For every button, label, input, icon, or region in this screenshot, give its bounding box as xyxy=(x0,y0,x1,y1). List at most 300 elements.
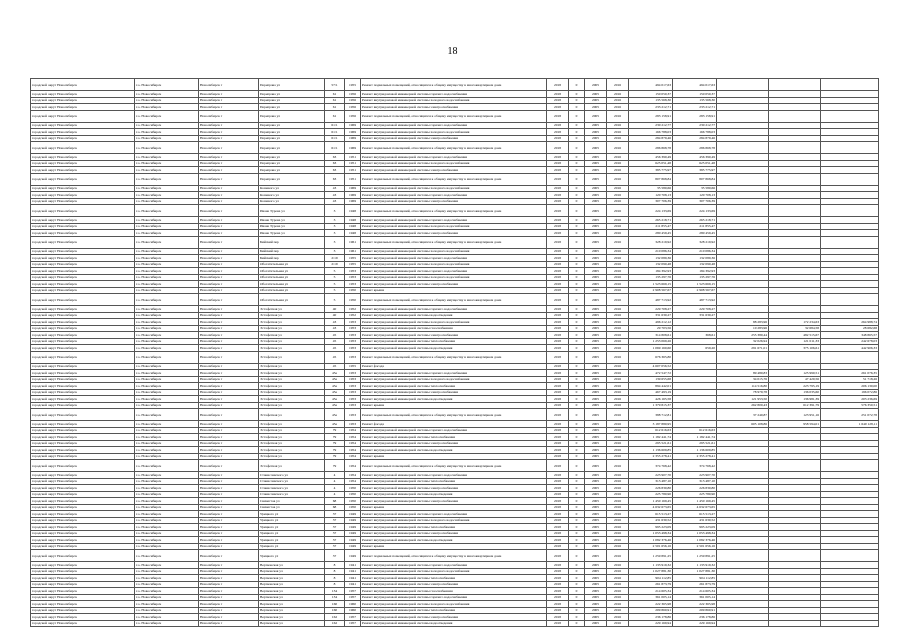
table-cell: 1 136 609,85 xyxy=(673,447,717,454)
table-cell: 134 xyxy=(325,594,345,601)
table-cell: городской округ Новосибирск xyxy=(31,376,135,383)
table-cell: 2005 xyxy=(585,173,607,185)
table-cell: 2005 xyxy=(585,517,607,524)
table-cell: Новосибирск г xyxy=(199,281,259,288)
table-cell: 2018 xyxy=(547,491,569,498)
table-cell: 295 521,61 xyxy=(673,440,717,447)
table-cell: Эстафетная ул xyxy=(259,351,325,363)
table-cell: 2016 xyxy=(607,440,629,447)
table-cell: 2016 xyxy=(607,319,629,326)
table-cell: 2018 xyxy=(547,421,569,428)
table-cell: 2005 xyxy=(585,562,607,569)
table-cell: городской округ Новосибирск xyxy=(31,568,135,575)
table-cell: Новосибирск г xyxy=(199,517,259,524)
table-cell: 2018 xyxy=(547,345,569,352)
table-cell: Новосибирск г xyxy=(199,568,259,575)
table-cell: 388 712,81 xyxy=(629,409,673,421)
table-cell: Ремонт внутридомовой инженерной системы электроснабжения xyxy=(361,104,547,111)
table-cell: Новосибирск г xyxy=(199,389,259,396)
table-cell: г.о. Новосибирск xyxy=(135,550,199,562)
table-cell: 0 xyxy=(569,142,585,154)
table-cell: г.о. Новосибирск xyxy=(135,376,199,383)
table-cell: 2016 xyxy=(607,562,629,569)
table-cell: 0 xyxy=(569,104,585,111)
table-cell: 2018 xyxy=(547,427,569,434)
table-cell: 2016 xyxy=(607,135,629,142)
table-cell: 3 xyxy=(325,230,345,237)
table-row xyxy=(31,351,879,363)
table-cell: 2 501 656,16 xyxy=(673,543,717,550)
table-cell: 2016 xyxy=(607,332,629,339)
table-cell: 1952 xyxy=(345,312,361,319)
table-cell: Эстафетная ул xyxy=(259,453,325,460)
table-cell: 135 568,30 xyxy=(673,97,717,104)
table-cell: 261 076,35 xyxy=(821,370,879,377)
table-cell: 2016 xyxy=(607,614,629,621)
table-cell: городской округ Новосибирск xyxy=(31,255,135,262)
table-cell: 209 860,91 xyxy=(673,607,717,614)
table-cell: 995 223,09 xyxy=(673,524,717,531)
table-cell: 0 xyxy=(569,530,585,537)
table-cell: Новосибирск г xyxy=(199,230,259,237)
table-cell: 2005 xyxy=(585,223,607,230)
table-cell: 2016 xyxy=(607,537,629,544)
table-cell: г.о. Новосибирск xyxy=(135,248,199,255)
table-cell: городской округ Новосибирск xyxy=(31,351,135,363)
table-cell: 2 501 656,16 xyxy=(629,543,673,550)
table-cell: Ремонт крыши xyxy=(361,543,547,550)
table-cell: 40 xyxy=(325,312,345,319)
table-cell: г.о. Новосибирск xyxy=(135,185,199,192)
table-cell: 214 605,34 xyxy=(629,588,673,595)
table-cell: Новосибирск г xyxy=(199,135,259,142)
table-cell: 1956 xyxy=(345,97,361,104)
table-cell: 160 xyxy=(325,601,345,608)
table-cell: 0 xyxy=(569,135,585,142)
table-cell: 2016 xyxy=(607,376,629,383)
table-cell xyxy=(717,351,769,363)
table-cell: 2005 xyxy=(585,294,607,306)
table-cell: 2005 xyxy=(585,370,607,377)
table-cell: 2005 xyxy=(585,511,607,518)
table-cell: Вертковская ул xyxy=(259,588,325,595)
table-cell: 2018 xyxy=(547,440,569,447)
table-cell: г.о. Новосибирск xyxy=(135,543,199,550)
table-cell: Ремонт внутридомовой инженерной системы электроснабжения xyxy=(361,230,547,237)
table-cell: г.о. Новосибирск xyxy=(135,530,199,537)
table-cell: 45 xyxy=(325,363,345,370)
table-cell: городской округ Новосибирск xyxy=(31,167,135,174)
table-cell: 2018 xyxy=(547,478,569,485)
table-cell: Эстафетная ул xyxy=(259,447,325,454)
table-cell: городской округ Новосибирск xyxy=(31,110,135,122)
table-cell: г.о. Новосибирск xyxy=(135,620,199,627)
table-cell: 262 800,43 xyxy=(717,402,769,409)
table-cell: г.о. Новосибирск xyxy=(135,287,199,294)
table-cell: 0 xyxy=(569,421,585,428)
table-cell: 0 xyxy=(569,198,585,205)
table-cell: Ремонт внутридомовой инженерной системы электроснабжения xyxy=(361,281,547,288)
table-cell: Ремонт внутридомовой инженерной системы теплоснабжения xyxy=(361,524,547,531)
table-cell: 1953 xyxy=(345,345,361,352)
table-cell: 1955 xyxy=(345,79,361,91)
table-cell: 1 053 498,34 xyxy=(673,530,717,537)
table-cell: 2005 xyxy=(585,396,607,403)
table-cell: 2005 xyxy=(585,198,607,205)
table-cell: Новосибирск г xyxy=(199,319,259,326)
table-cell: 1 640 128,11 xyxy=(821,421,879,428)
table-cell: Урицкого ул xyxy=(259,524,325,531)
table-cell: Новосибирск г xyxy=(199,142,259,154)
table-cell: 2016 xyxy=(607,306,629,313)
table-cell: Вертковская ул xyxy=(259,581,325,588)
table-cell: 2005 xyxy=(585,614,607,621)
table-cell: 2018 xyxy=(547,453,569,460)
table-cell: городской округ Новосибирск xyxy=(31,453,135,460)
table-cell: Переправа ул xyxy=(259,97,325,104)
table-row xyxy=(31,142,879,154)
table-cell: 0 xyxy=(569,154,585,161)
table-cell: 5 xyxy=(325,281,345,288)
table-cell: городской округ Новосибирск xyxy=(31,478,135,485)
table-cell: 229 708,27 xyxy=(629,306,673,313)
table-cell: 68 xyxy=(325,504,345,511)
table-cell: 313 487,10 xyxy=(629,478,673,485)
table-cell: Ремонт внутридомовой инженерной системы холодного водоснабжения xyxy=(361,248,547,255)
table-cell: 576 350,51 xyxy=(821,402,879,409)
table-cell: Новосибирск г xyxy=(199,223,259,230)
table-cell: 34 015,76 xyxy=(717,376,769,383)
table-cell: Ремонт внутридомовой инженерной системы горячего водоснабжения xyxy=(361,122,547,129)
table-cell: 2018 xyxy=(547,287,569,294)
table-cell: Новосибирск г xyxy=(199,173,259,185)
table-cell: 37 xyxy=(325,524,345,531)
table-cell: Ремонт внутридомовой инженерной системы теплоснабжения xyxy=(361,434,547,441)
table-cell: городской округ Новосибирск xyxy=(31,588,135,595)
table-cell: 61/1 xyxy=(325,135,345,142)
table-cell: Обогатительная ул xyxy=(259,274,325,281)
table-cell: Вертковская ул xyxy=(259,607,325,614)
table-cell: 1 053 498,34 xyxy=(629,530,673,537)
table-cell: Новосибирск г xyxy=(199,581,259,588)
table-cell xyxy=(769,110,821,122)
table-cell: 2016 xyxy=(607,287,629,294)
table-cell: Новосибирск г xyxy=(199,409,259,421)
table-cell: 2005 xyxy=(585,104,607,111)
table-cell: 2018 xyxy=(547,588,569,595)
table-cell: 1953 xyxy=(345,402,361,409)
table-cell: г.о. Новосибирск xyxy=(135,154,199,161)
table-cell: 2018 xyxy=(547,274,569,281)
table-cell: Вертковская ул xyxy=(259,562,325,569)
table-cell: Ремонт внутридомовой инженерной системы горячего водоснабжения xyxy=(361,562,547,569)
table-cell: 2016 xyxy=(607,312,629,319)
table-cell: 1969 xyxy=(345,135,361,142)
table-cell: 61 xyxy=(325,97,345,104)
program-table-wrap xyxy=(30,78,878,627)
table-cell: 2016 xyxy=(607,402,629,409)
table-cell: 2005 xyxy=(585,594,607,601)
table-cell: 120 708,13 xyxy=(629,192,673,199)
table-cell: Ремонт подвальных помещений, относящихся к общему имуществу в многоквартирном доме xyxy=(361,236,547,248)
table-cell: 63 xyxy=(325,173,345,185)
table-cell: 2005 xyxy=(585,363,607,370)
table-cell: Эстафетная ул xyxy=(259,345,325,352)
table-cell: 5 xyxy=(325,274,345,281)
table-cell: 1957 xyxy=(345,614,361,621)
table-cell: г.о. Новосибирск xyxy=(135,498,199,505)
table-cell: 2005 xyxy=(585,306,607,313)
table-cell: Связистов ул xyxy=(259,498,325,505)
table-cell: 2018 xyxy=(547,485,569,492)
table-cell: 348 865,57 xyxy=(821,332,879,339)
table-cell: 136 981,39 xyxy=(769,396,821,403)
table-cell: 45а xyxy=(325,383,345,390)
table-cell: Новосибирск г xyxy=(199,588,259,595)
table-cell: 5 xyxy=(325,268,345,275)
table-cell: городской округ Новосибирск xyxy=(31,319,135,326)
table-cell: 2005 xyxy=(585,154,607,161)
table-cell: 2005 xyxy=(585,79,607,91)
table-cell: 123 951,16 xyxy=(769,409,821,421)
table-cell: Ремонт подвальных помещений, относящихся к общему имуществу в многоквартирном доме xyxy=(361,294,547,306)
table-cell: 79 xyxy=(325,453,345,460)
table-cell: 51 718,26 xyxy=(821,376,879,383)
table-cell: г.о. Новосибирск xyxy=(135,524,199,531)
table-cell: 615 513,27 xyxy=(673,511,717,518)
table-cell: Эстафетная ул xyxy=(259,460,325,472)
table-cell: г.о. Новосибирск xyxy=(135,192,199,199)
table-cell: 1953 xyxy=(345,409,361,421)
table-cell: 2016 xyxy=(607,568,629,575)
table-cell: 494 017,63 xyxy=(629,79,673,91)
table-cell xyxy=(821,205,879,217)
table-cell: 612 391,79 xyxy=(769,402,821,409)
table-cell: 2016 xyxy=(607,389,629,396)
table-cell: Переправа ул xyxy=(259,154,325,161)
table-cell: Новосибирск г xyxy=(199,478,259,485)
table-cell: 2 908 567,67 xyxy=(673,287,717,294)
table-cell: 1 182 441,74 xyxy=(629,434,673,441)
table-cell: 37 xyxy=(325,537,345,544)
table-cell: Эстафетная ул xyxy=(259,421,325,428)
table-cell: 2018 xyxy=(547,614,569,621)
table-cell: городской округ Новосибирск xyxy=(31,434,135,441)
table-cell: 2016 xyxy=(607,173,629,185)
table-cell: 8 xyxy=(325,581,345,588)
table-cell: 4 632 673,65 xyxy=(629,504,673,511)
table-cell: 2018 xyxy=(547,568,569,575)
table-cell: г.о. Новосибирск xyxy=(135,575,199,582)
table-cell: 0 xyxy=(569,268,585,275)
table-cell: 2016 xyxy=(607,601,629,608)
table-cell: 0 xyxy=(569,223,585,230)
table-cell: городской округ Новосибирск xyxy=(31,460,135,472)
table-cell: г.о. Новосибирск xyxy=(135,79,199,91)
table-cell: 1950 xyxy=(345,498,361,505)
table-cell: 2005 xyxy=(585,421,607,428)
table-cell: г.о. Новосибирск xyxy=(135,91,199,98)
table-cell: 3 xyxy=(325,236,345,248)
table-cell: Ремонт внутридомовой инженерной системы горячего водоснабжения xyxy=(361,217,547,224)
table-cell: 0 xyxy=(569,491,585,498)
table-cell: 2018 xyxy=(547,142,569,154)
table-cell: 1 082 376,46 xyxy=(673,537,717,544)
table-cell: 2005 xyxy=(585,338,607,345)
table-cell: 0 xyxy=(569,185,585,192)
table-cell: 150 050,37 xyxy=(673,91,717,98)
table-cell xyxy=(821,142,879,154)
table-cell: городской округ Новосибирск xyxy=(31,294,135,306)
table-cell: 2005 xyxy=(585,427,607,434)
table-cell: 2016 xyxy=(607,160,629,167)
table-cell: 2018 xyxy=(547,524,569,531)
table-cell: 361 005,14 xyxy=(629,594,673,601)
table-cell: Ремонт внутридомовой инженерной системы горячего водоснабжения xyxy=(361,306,547,313)
table-cell: 0 xyxy=(569,453,585,460)
table-cell: Урицкого ул xyxy=(259,550,325,562)
table-cell: городской округ Новосибирск xyxy=(31,104,135,111)
table-cell: Ремонт подвальных помещений, относящихся к общему имуществу в многоквартирном доме xyxy=(361,351,547,363)
table-cell: 2018 xyxy=(547,223,569,230)
table-cell: 1949 xyxy=(345,511,361,518)
table-cell: 2018 xyxy=(547,91,569,98)
table-cell: 43 xyxy=(325,192,345,199)
table-cell: Урицкого ул xyxy=(259,530,325,537)
table-cell: 2016 xyxy=(607,154,629,161)
table-cell: Новосибирск г xyxy=(199,383,259,390)
table-cell: Переправа ул xyxy=(259,167,325,174)
table-cell: 222 365,98 xyxy=(629,601,673,608)
table-cell: 1956 xyxy=(345,91,361,98)
table-cell: 2016 xyxy=(607,550,629,562)
table-cell: Кошевого ул xyxy=(259,192,325,199)
table-cell: 1 253 069,26 xyxy=(629,338,673,345)
table-cell: Эстафетная ул xyxy=(259,396,325,403)
table-cell: Станиславского ул xyxy=(259,478,325,485)
table-cell: Новосибирск г xyxy=(199,504,259,511)
table-cell: 0 xyxy=(569,261,585,268)
table-cell: Переправа ул xyxy=(259,129,325,136)
table-cell: Ремонт внутридомовой инженерной системы холодного водоснабжения xyxy=(361,376,547,383)
table-cell: 3 xyxy=(325,223,345,230)
table-cell: Ремонт внутридомовой инженерной системы электроснабжения xyxy=(361,530,547,537)
table-cell: 0 xyxy=(569,524,585,531)
table-cell: 2018 xyxy=(547,517,569,524)
table-cell: Переправа ул xyxy=(259,135,325,142)
table-cell: 2018 xyxy=(547,607,569,614)
table-cell: 2018 xyxy=(547,173,569,185)
table-cell: Эстафетная ул xyxy=(259,389,325,396)
table-cell: 2018 xyxy=(547,154,569,161)
table-cell: 121 011,33 xyxy=(769,338,821,345)
table-cell: 2016 xyxy=(607,97,629,104)
table-cell xyxy=(821,110,879,122)
table-cell: Ремонт подвальных помещений, относящихся к общему имуществу в многоквартирном доме xyxy=(361,79,547,91)
table-cell: 2005 xyxy=(585,383,607,390)
table-cell: 331 630,27 xyxy=(673,312,717,319)
table-cell: 0 xyxy=(569,409,585,421)
table-cell: 2005 xyxy=(585,402,607,409)
table-cell: 1955 xyxy=(345,255,361,262)
table-cell xyxy=(769,294,821,306)
table-cell: городской округ Новосибирск xyxy=(31,332,135,339)
table-cell: 0 xyxy=(569,281,585,288)
table-cell: 2005 xyxy=(585,498,607,505)
table-cell: 612 616,63 xyxy=(629,427,673,434)
table-cell: 2018 xyxy=(547,543,569,550)
table-cell: 0 xyxy=(569,498,585,505)
table-cell: 121 953,50 xyxy=(717,396,769,403)
table-cell: Новосибирск г xyxy=(199,447,259,454)
table-cell: 1954 xyxy=(345,427,361,434)
table-cell: городской округ Новосибирск xyxy=(31,325,135,332)
table-cell: 625 051,48 xyxy=(673,160,717,167)
table-cell: 1969 xyxy=(345,185,361,192)
table-cell: 2018 xyxy=(547,160,569,167)
table-cell: 2016 xyxy=(607,594,629,601)
table-cell: 233 212,71 xyxy=(673,104,717,111)
table-row xyxy=(31,236,879,248)
table-cell: Эстафетная ул xyxy=(259,370,325,377)
table-cell: 286 868,78 xyxy=(629,142,673,154)
table-cell: 61 xyxy=(325,91,345,98)
table-cell: 2016 xyxy=(607,530,629,537)
table-cell: г.о. Новосибирск xyxy=(135,236,199,248)
table-cell: 230 212,77 xyxy=(629,122,673,129)
table-cell: г.о. Новосибирск xyxy=(135,217,199,224)
table-cell: г.о. Новосибирск xyxy=(135,440,199,447)
table-cell: г.о. Новосибирск xyxy=(135,104,199,111)
table-cell: Новосибирск г xyxy=(199,396,259,403)
table-cell: 2018 xyxy=(547,370,569,377)
table-cell: 2005 xyxy=(585,588,607,595)
table-cell: 2016 xyxy=(607,575,629,582)
table-cell xyxy=(821,460,879,472)
table-cell: 0 xyxy=(569,568,585,575)
table-cell: 0 xyxy=(569,614,585,621)
table-cell: 2005 xyxy=(585,453,607,460)
table-cell: 1969 xyxy=(345,198,361,205)
table-cell: г.о. Новосибирск xyxy=(135,588,199,595)
table-cell: 61 xyxy=(325,104,345,111)
table-cell: 2016 xyxy=(607,511,629,518)
table-cell: г.о. Новосибирск xyxy=(135,614,199,621)
table-cell: 2016 xyxy=(607,472,629,479)
table-cell: г.о. Новосибирск xyxy=(135,97,199,104)
table-cell: 2016 xyxy=(607,370,629,377)
table-cell: 2005 xyxy=(585,601,607,608)
table-cell: 2016 xyxy=(607,581,629,588)
table-cell: г.о. Новосибирск xyxy=(135,383,199,390)
table-cell: 2018 xyxy=(547,110,569,122)
table-cell xyxy=(717,110,769,122)
table-cell: городской округ Новосибирск xyxy=(31,268,135,275)
table-cell: 2016 xyxy=(607,421,629,428)
table-cell: 1950 xyxy=(345,485,361,492)
table-cell: 2018 xyxy=(547,306,569,313)
table-cell: 8 xyxy=(325,562,345,569)
table-cell: городской округ Новосибирск xyxy=(31,160,135,167)
table-cell xyxy=(769,460,821,472)
table-cell: 2005 xyxy=(585,543,607,550)
table-cell: 2005 xyxy=(585,332,607,339)
table-cell: 1953 xyxy=(345,274,361,281)
table-cell: Ремонт внутридомовой инженерной системы электроснабжения xyxy=(361,167,547,174)
table-cell: городской округ Новосибирск xyxy=(31,312,135,319)
table-cell: Новосибирск г xyxy=(199,402,259,409)
table-cell: 78 979,78 xyxy=(717,389,769,396)
